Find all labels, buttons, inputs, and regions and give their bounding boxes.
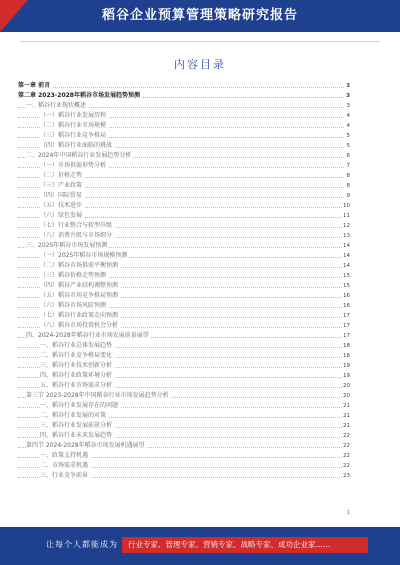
toc-entry[interactable] xyxy=(18,321,350,331)
toc-entry-page: 21 xyxy=(343,403,350,409)
toc-entry[interactable] xyxy=(18,131,350,141)
toc-heading: 内容目录 xyxy=(174,58,226,71)
toc-entry-page: 16 xyxy=(343,293,350,299)
toc-entry-page: 19 xyxy=(343,363,350,369)
toc-entry-page: 20 xyxy=(343,383,350,389)
toc-entry-label: （五）稻谷市场竞争格局预测 xyxy=(40,292,119,299)
toc-entry[interactable] xyxy=(18,441,350,451)
toc-entry-page: 23 xyxy=(343,473,350,479)
report-title: 稻谷企业预算管理策略研究报告 xyxy=(101,8,298,23)
toc-entry-page: 21 xyxy=(343,413,350,419)
toc-entry[interactable] xyxy=(18,401,350,411)
toc-entry-label: 五、稻谷行业市场需求分析 xyxy=(40,382,113,389)
toc-entry-label: （二）价格走势 xyxy=(40,172,83,179)
toc-entry[interactable] xyxy=(18,141,350,151)
table-of-contents xyxy=(18,81,350,481)
toc-entry-label: （三）产业政策 xyxy=(40,182,83,189)
toc-entry-label: 一、政策支持机遇 xyxy=(40,452,89,459)
toc-entry-label: （二）稻谷行业市场规模 xyxy=(40,122,107,129)
toc-entry-page: 8 xyxy=(346,173,350,179)
toc-entry[interactable] xyxy=(18,211,350,221)
toc-entry[interactable] xyxy=(18,191,350,201)
toc-entry-page: 4 xyxy=(346,123,350,129)
toc-entry-label: （三）稻谷行业竞争格局 xyxy=(40,132,107,139)
toc-entry-label: 三、稻谷行业发展前景分析 xyxy=(40,422,113,429)
toc-entry-page: 22 xyxy=(343,443,350,449)
toc-entry[interactable] xyxy=(18,91,350,101)
toc-entry[interactable] xyxy=(18,151,350,161)
toc-entry-label: （一）市场供需形势分析 xyxy=(40,162,107,169)
toc-entry[interactable] xyxy=(18,241,350,251)
toc-entry[interactable] xyxy=(18,361,350,371)
toc-entry[interactable] xyxy=(18,281,350,291)
toc-entry-label: 第一章 前言 xyxy=(18,82,51,89)
toc-entry-label: （六）稻谷市场风险预测 xyxy=(40,302,107,309)
toc-entry-page: 6 xyxy=(346,153,350,159)
toc-entry[interactable] xyxy=(18,271,350,281)
page-footer xyxy=(0,527,400,565)
page-number: 1 xyxy=(346,510,350,516)
toc-entry-label: 一、稻谷行业发展存在的问题 xyxy=(40,402,119,409)
toc-entry-label: 三、稻谷行业技术创新分析 xyxy=(40,362,113,369)
toc-entry-page: 13 xyxy=(343,233,350,239)
toc-entry[interactable] xyxy=(18,121,350,131)
toc-entry-page: 3 xyxy=(346,83,350,89)
toc-entry-label: （三）稻谷价格走势预测 xyxy=(40,272,107,279)
page-header xyxy=(0,0,400,32)
toc-entry[interactable] xyxy=(18,101,350,111)
toc-entry-page: 21 xyxy=(343,423,350,429)
toc-entry[interactable] xyxy=(18,431,350,441)
toc-entry-page: 18 xyxy=(343,343,350,349)
toc-entry-label: （四）稻谷行业面临的挑战 xyxy=(40,142,113,149)
toc-entry[interactable] xyxy=(18,451,350,461)
toc-entry-label: （八）稻谷市场投资机会分析 xyxy=(40,322,119,329)
toc-entry-page: 20 xyxy=(343,393,350,399)
toc-entry[interactable] xyxy=(18,411,350,421)
toc-entry-label: 第二章 2023-2028年稻谷市场发展趋势预测 xyxy=(18,92,140,99)
toc-entry-page: 22 xyxy=(343,433,350,439)
toc-entry-page: 12 xyxy=(343,223,350,229)
toc-entry-label: 一、稻谷行业现状概述 xyxy=(26,102,87,109)
toc-entry-page: 17 xyxy=(343,323,350,329)
toc-entry[interactable] xyxy=(18,231,350,241)
toc-entry-page: 5 xyxy=(346,143,350,149)
toc-entry-label: 四、稻谷行业未来发展趋势 xyxy=(40,432,113,439)
toc-entry-label: （六）绿色发展 xyxy=(40,212,83,219)
toc-entry[interactable] xyxy=(18,301,350,311)
toc-entry-label: （八）消费升级与市场细分 xyxy=(40,232,113,239)
toc-entry-page: 10 xyxy=(343,203,350,209)
toc-entry-page: 17 xyxy=(343,333,350,339)
toc-entry[interactable] xyxy=(18,421,350,431)
toc-entry[interactable] xyxy=(18,251,350,261)
toc-entry-label: 第四节 2024-2028年稻谷市场发展机遇展望 xyxy=(26,442,145,449)
toc-entry[interactable] xyxy=(18,111,350,121)
footer-banner: 行业专家、管理专家、营销专家、战略专家、成功企业家…… xyxy=(122,537,368,553)
toc-entry-label: 二、2024年中国稻谷行业发展趋势分析 xyxy=(26,152,132,159)
toc-entry[interactable] xyxy=(18,381,350,391)
toc-entry[interactable] xyxy=(18,391,350,401)
toc-entry[interactable] xyxy=(18,461,350,471)
toc-entry-page: 3 xyxy=(346,103,350,109)
toc-entry[interactable] xyxy=(18,201,350,211)
toc-entry-page: 22 xyxy=(343,463,350,469)
toc-entry-page: 7 xyxy=(346,163,350,169)
toc-entry-label: （一）2025年稻谷市场规模预测 xyxy=(40,252,128,259)
toc-entry[interactable] xyxy=(18,161,350,171)
toc-entry[interactable] xyxy=(18,331,350,341)
toc-entry-page: 9 xyxy=(346,193,350,199)
toc-entry-label: 一、稻谷行业总体发展趋势 xyxy=(40,342,113,349)
toc-entry[interactable] xyxy=(18,291,350,301)
toc-entry-page: 19 xyxy=(343,373,350,379)
toc-entry[interactable] xyxy=(18,81,350,91)
footer-slogan: 让每个人都能成为 xyxy=(46,540,118,549)
toc-entry-label: （四）稻谷产业结构调整预测 xyxy=(40,282,119,289)
toc-entry[interactable] xyxy=(18,221,350,231)
toc-entry-label: （二）稻谷市场供需平衡预测 xyxy=(40,262,119,269)
toc-leader-dots xyxy=(18,87,344,88)
toc-entry[interactable] xyxy=(18,351,350,361)
toc-entry-label: 三、2025年稻谷市场发展预测 xyxy=(26,242,108,249)
toc-entry-page: 16 xyxy=(343,303,350,309)
toc-entry-label: 二、稻谷行业发展的对策 xyxy=(40,412,107,419)
toc-entry-page: 4 xyxy=(346,113,350,119)
toc-entry-page: 18 xyxy=(343,353,350,359)
toc-entry-label: 二、市场需求机遇 xyxy=(40,462,89,469)
toc-entry[interactable] xyxy=(18,171,350,181)
toc-entry[interactable] xyxy=(18,471,350,481)
toc-entry-page: 3 xyxy=(346,93,350,99)
toc-entry-label: 二、稻谷行业竞争格局变化 xyxy=(40,352,113,359)
toc-entry-label: 四、稻谷行业政策环境分析 xyxy=(40,372,113,379)
toc-entry-page: 14 xyxy=(343,243,350,249)
toc-entry-page: 17 xyxy=(343,313,350,319)
toc-entry-label: 第三节 2023-2028年中国稻谷行业市场发展趋势分析 xyxy=(26,392,169,399)
toc-entry-label: （七）稻谷行业政策走向预测 xyxy=(40,312,119,319)
toc-entry-label: （四）国际贸易 xyxy=(40,192,83,199)
toc-entry-label: 三、行业竞争前景 xyxy=(40,472,89,479)
toc-entry[interactable] xyxy=(18,311,350,321)
toc-entry-page: 11 xyxy=(343,213,350,219)
toc-entry-page: 15 xyxy=(343,273,350,279)
toc-entry-page: 5 xyxy=(346,133,350,139)
toc-entry[interactable] xyxy=(18,181,350,191)
toc-entry-label: 四、2024-2028年稻谷行业市场发展前景展望 xyxy=(26,332,149,339)
toc-entry-label: （一）稻谷行业发展历程 xyxy=(40,112,107,119)
toc-entry-page: 14 xyxy=(343,263,350,269)
toc-entry[interactable] xyxy=(18,371,350,381)
toc-entry-page: 15 xyxy=(343,283,350,289)
header-divider xyxy=(20,41,380,42)
toc-entry-label: （七）行业整合与转型升级 xyxy=(40,222,113,229)
toc-entry[interactable] xyxy=(18,261,350,271)
toc-entry-label: （五）技术进步 xyxy=(40,202,83,209)
toc-entry-page: 8 xyxy=(346,183,350,189)
toc-entry-page: 22 xyxy=(343,453,350,459)
toc-entry-page: 14 xyxy=(343,253,350,259)
toc-entry[interactable] xyxy=(18,341,350,351)
